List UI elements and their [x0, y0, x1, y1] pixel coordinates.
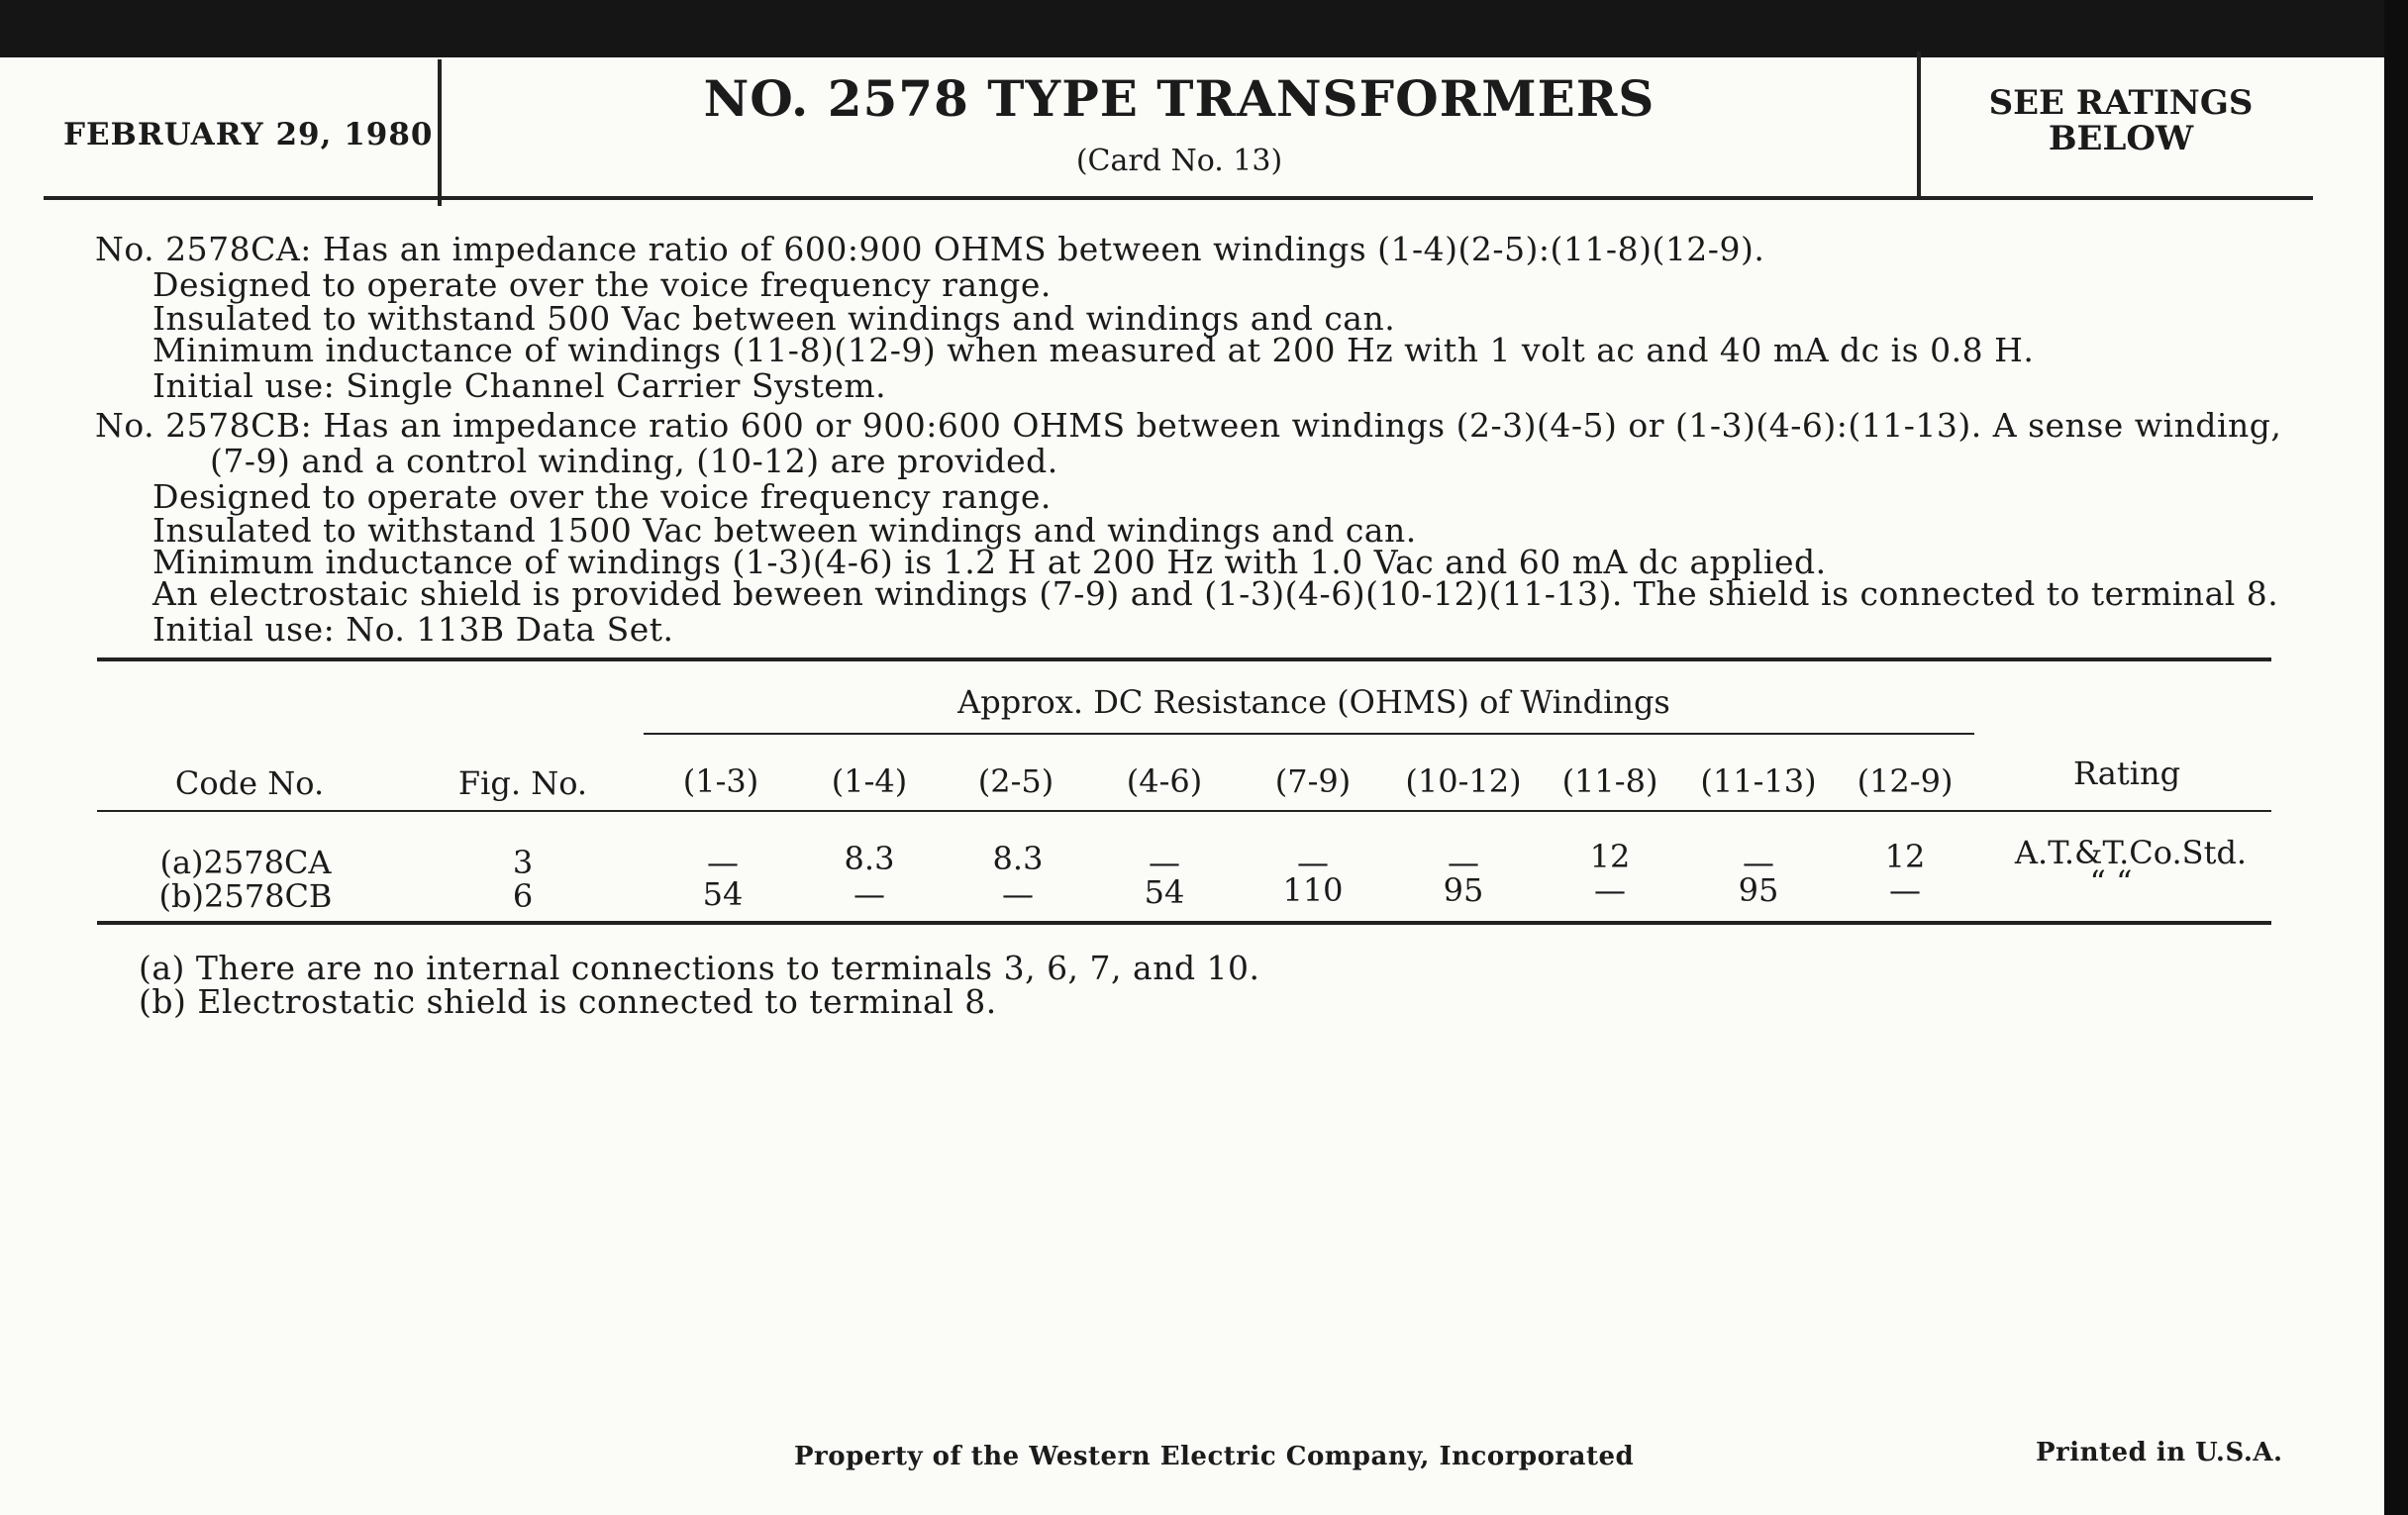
footer-printed: Printed in U.S.A. [2036, 1438, 2283, 1467]
col-header-11-8: (11-8) [1561, 762, 1658, 800]
table-row-a-code: (a)2578CA [159, 844, 332, 881]
table-header-rule [97, 810, 2271, 812]
resistance-group-header: Approx. DC Resistance (OHMS) of Windings [957, 683, 1670, 721]
col-header-1-4: (1-4) [831, 762, 908, 800]
col-header-11-13: (11-13) [1700, 762, 1817, 800]
table-row-b-4-6: 54 [1144, 873, 1185, 911]
table-row-a-7-9: — [1297, 844, 1329, 881]
table-row-a-1-4: 8.3 [844, 840, 895, 877]
table-row-b-1-3: 54 [702, 875, 744, 913]
table-row-a-11-8: 12 [1589, 838, 1631, 875]
rating-note-line2: BELOW [2048, 119, 2194, 158]
col-header-4-6: (4-6) [1126, 762, 1203, 800]
cb-description-line5: Minimum inductance of windings (1-3)(4-6) is 1.2 H at 200 Hz with 1.0 Vac and 60 mA dc applied. [152, 543, 1827, 581]
ca-description-line4: Minimum inductance of windings (11-8)(12-9) when measured at 200 Hz with 1 volt ac and 40 mA dc is 0.8 H. [152, 331, 2035, 369]
table-row-b-7-9: 110 [1282, 871, 1344, 909]
table-row-a-2-5: 8.3 [992, 840, 1044, 877]
table-row-b-12-9: — [1889, 871, 1921, 909]
table-row-a-fig: 3 [512, 844, 534, 881]
table-row-b-11-13: 95 [1738, 871, 1779, 909]
col-header-2-5: (2-5) [977, 762, 1054, 800]
scan-border [2384, 0, 2408, 1515]
note-a: (a) There are no internal connections to terminals 3, 6, 7, and 10. [139, 949, 1260, 987]
card-number: (Card No. 13) [1075, 144, 1283, 178]
ca-description-line2: Designed to operate over the voice frequency range. [152, 265, 1052, 304]
card-title: NO. 2578 TYPE TRANSFORMERS [703, 69, 1656, 128]
table-row-b-1-4: — [853, 875, 885, 913]
col-header-10-12: (10-12) [1405, 762, 1522, 800]
header-divider-right [1917, 51, 1921, 196]
col-header-code: Code No. [174, 764, 325, 802]
table-row-a-12-9: 12 [1884, 838, 1926, 875]
table-row-a-11-13: — [1743, 844, 1774, 881]
footer-property: Property of the Western Electric Company, Incorporated [794, 1442, 1635, 1471]
rating-note-line1: SEE RATINGS [1988, 83, 2254, 123]
table-row-a-4-6: — [1149, 844, 1180, 881]
col-header-1-3: (1-3) [682, 762, 759, 800]
table-row-b-code: (b)2578CB [158, 877, 333, 915]
table-row-b-10-12: 95 [1443, 871, 1484, 909]
cb-description-line1: No. 2578CB: Has an impedance ratio 600 or 900:600 OHMS between windings (2-3)(4-5) or (1-3)(4-6):(11-13). A sense winding, [95, 406, 2282, 445]
table-row-b-fig: 6 [512, 877, 534, 915]
rating-note [1923, 85, 2319, 156]
col-header-rating: Rating [2072, 755, 2181, 792]
header-rule [44, 196, 2313, 200]
note-b: (b) Electrostatic shield is connected to terminal 8. [139, 982, 997, 1021]
ca-description-line3: Insulated to withstand 500 Vac between windings and windings and can. [152, 299, 1396, 338]
ca-description-line1: No. 2578CA: Has an impedance ratio of 600:900 OHMS between windings (1-4)(2-5):(11-8)(12-9). [95, 230, 1765, 268]
table-row-a-10-12: — [1448, 844, 1479, 881]
table-row-b-2-5: — [1002, 875, 1034, 913]
cb-description-line7: Initial use: No. 113B Data Set. [152, 610, 674, 649]
col-header-7-9: (7-9) [1274, 762, 1352, 800]
card-date: FEBRUARY 29, 1980 [63, 117, 434, 152]
table-row-a-1-3: — [707, 844, 739, 881]
table-row-b-11-8: — [1594, 871, 1626, 909]
cb-description-line4: Insulated to withstand 1500 Vac between windings and windings and can. [152, 511, 1417, 550]
table-top-rule [97, 657, 2271, 661]
cb-description-line3: Designed to operate over the voice frequency range. [152, 477, 1052, 516]
col-header-12-9: (12-9) [1856, 762, 1954, 800]
cb-description-line6: An electrostaic shield is provided beween windings (7-9) and (1-3)(4-6)(10-12)(11-13). The shield is connected to terminal 8. [152, 574, 2279, 613]
table-row-b-rating: “ “ [2089, 863, 2133, 901]
table-row-a-rating: A.T.&T.Co.Std. [2014, 834, 2248, 871]
col-header-fig: Fig. No. [457, 764, 588, 802]
cb-description-line2: (7-9) and a control winding, (10-12) are provided. [210, 442, 1058, 480]
table-bottom-rule [97, 921, 2271, 925]
group-header-rule [644, 733, 1974, 735]
ca-description-line5: Initial use: Single Channel Carrier System. [152, 366, 887, 405]
